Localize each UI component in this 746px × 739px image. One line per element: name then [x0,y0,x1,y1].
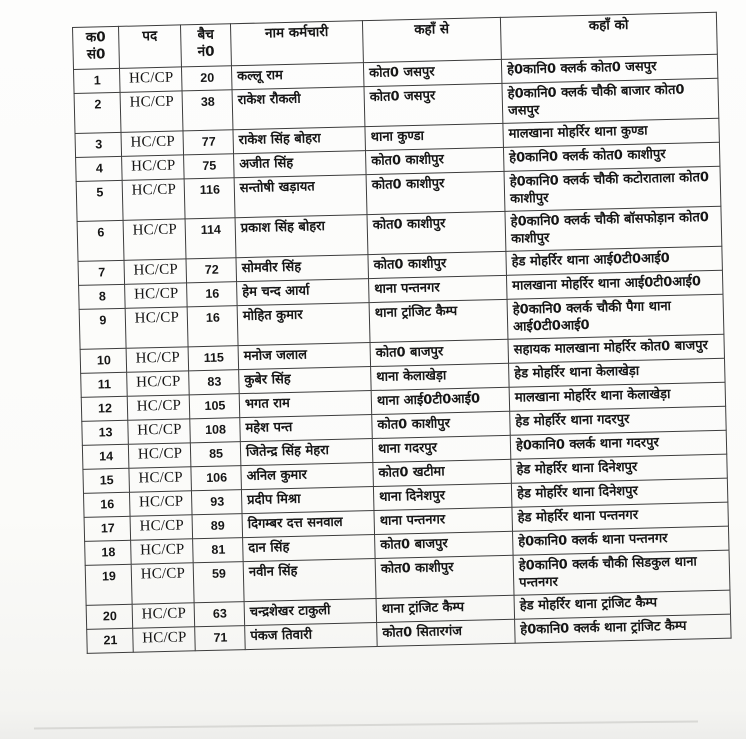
serial-cell: 13 [82,420,129,445]
name-cell: मनोज जलाल [238,343,371,370]
to-cell: मालखाना मोहर्रिर थाना आई0टी0आई0 [506,270,723,299]
post-cell: HC/CP [121,131,184,156]
serial-cell: 10 [80,348,127,373]
header-post: पद [118,25,181,68]
batch-cell: 108 [190,418,241,443]
post-cell: HC/CP [129,467,192,492]
to-cell: हे0कानि0 क्लर्क चौकी पैगा थाना आई0टी0आई0 [507,294,724,339]
post-cell: HC/CP [129,491,192,516]
name-cell: चन्द्रशेखर टाकुली [244,598,377,625]
serial-cell: 20 [86,604,133,629]
header-employee-name: नाम कर्मचारी [230,21,363,66]
serial-cell: 18 [85,540,132,565]
from-cell: कोत0 जसपुर [363,59,502,86]
from-cell: थाना ट्रांजिट कैम्प [376,595,515,622]
serial-cell: 9 [79,308,126,349]
batch-cell: 16 [187,306,238,347]
header-from-where: कहाँ से [362,17,501,62]
from-cell: कोत0 काशीपुर [367,211,506,254]
name-cell: प्रदीप मिश्रा [241,487,374,514]
header-serial-number: क0 सं0 [73,26,120,69]
serial-cell: 14 [82,444,129,469]
name-cell: प्रकाश सिंह बोहरा [235,215,368,258]
batch-cell: 16 [187,282,238,307]
from-cell: थाना कुण्डा [365,123,504,150]
batch-cell: 115 [188,346,239,371]
serial-cell: 12 [81,396,128,421]
post-cell: HC/CP [127,371,190,396]
from-cell: थाना आई0टी0आई0 [371,387,510,414]
post-cell: HC/CP [125,307,188,348]
post-cell: HC/CP [123,219,186,260]
batch-cell: 106 [191,466,242,491]
name-cell: अनिल कुमार [241,463,374,490]
from-cell: थाना केलाखेड़ा [371,363,510,390]
batch-cell: 75 [184,154,235,179]
batch-cell: 116 [184,178,235,219]
batch-cell: 81 [193,538,244,563]
serial-cell: 15 [83,468,130,493]
batch-cell: 72 [186,258,237,283]
batch-cell: 85 [190,442,241,467]
name-cell: मोहित कुमार [237,303,370,346]
serial-cell: 4 [76,156,123,181]
to-cell: हेड मोहर्रिर थाना आई0टी0आई0 [506,246,723,275]
post-cell: HC/CP [127,395,190,420]
table-body [74,54,732,653]
header-to-where: कहाँ को [500,12,717,59]
name-cell: हेम चन्द आर्या [237,279,370,306]
from-cell: थाना पन्तनगर [374,507,513,534]
post-cell: HC/CP [122,179,185,220]
from-cell: कोत0 बाजपुर [370,339,509,366]
post-cell: HC/CP [131,563,194,604]
post-cell: HC/CP [131,539,194,564]
name-cell: पंकज तिवारी [245,622,378,649]
to-cell: हे0कानि0 क्लर्क चौकी कटोराताला कोत0 काशीपुर [504,166,721,211]
post-cell: HC/CP [133,627,196,652]
name-cell: कुबेर सिंह [239,367,372,394]
name-cell: सोमवीर सिंह [236,255,369,282]
name-cell: दान सिंह [243,535,376,562]
page-bottom-rule [34,721,698,730]
name-cell: अजीत सिंह [234,151,367,178]
to-cell: हे0कानि0 क्लर्क थाना गदरपुर [510,430,727,459]
post-cell: HC/CP [125,283,188,308]
serial-cell: 3 [75,132,122,157]
serial-cell: 1 [74,68,121,93]
from-cell: थाना ट्रांजिट कैम्प [369,299,508,342]
serial-cell: 5 [76,180,123,221]
to-cell: सहायक मालखाना मोहर्रिर कोत0 बाजपुर [508,334,725,363]
from-cell: कोत0 सितारगंज [377,619,516,646]
batch-cell: 71 [195,626,246,651]
name-cell: राकेश सिंह बोहरा [233,127,366,154]
to-cell: हे0कानि0 क्लर्क कोत0 जसपुर [501,54,718,83]
name-cell: दिगम्बर दत्त सनवाल [242,511,375,538]
serial-cell: 7 [78,260,125,285]
serial-cell: 19 [85,564,132,605]
to-cell: हे0कानि0 क्लर्क थाना पन्तनगर [513,526,730,555]
name-cell: महेश पन्त [240,415,373,442]
batch-cell: 77 [183,130,234,155]
batch-cell: 59 [193,562,244,603]
to-cell: मालखाना मोहर्रिर थाना केलाखेड़ा [509,382,726,411]
serial-cell: 21 [87,628,134,653]
serial-cell: 2 [74,92,121,133]
from-cell: कोत0 काशीपुर [365,147,504,174]
batch-cell: 93 [191,490,242,515]
from-cell: कोत0 खटीमा [373,459,512,486]
to-cell: हेड मोहर्रिर थाना ट्रांजिट कैम्प [514,590,731,619]
from-cell: कोत0 काशीपुर [375,555,514,598]
from-cell: थाना पन्तनगर [369,275,508,302]
name-cell: भगत राम [239,391,372,418]
to-cell: हेड मोहर्रिर थाना केलाखेड़ा [509,358,726,387]
name-cell: सन्तोषी खड़ायत [234,175,367,218]
serial-cell: 17 [84,516,131,541]
batch-cell: 105 [189,394,240,419]
from-cell: थाना दिनेशपुर [373,483,512,510]
post-cell: HC/CP [120,91,183,132]
post-cell: HC/CP [130,515,193,540]
batch-cell: 89 [192,514,243,539]
name-cell: राकेश रौकली [232,87,365,130]
batch-cell: 63 [194,602,245,627]
to-cell: हेड मोहर्रिर थाना दिनेशपुर [511,478,728,507]
from-cell: थाना गदरपुर [372,435,511,462]
batch-cell: 20 [181,66,232,91]
post-cell: HC/CP [132,603,195,628]
from-cell: कोत0 काशीपुर [368,251,507,278]
to-cell: हे0कानि0 क्लर्क चौकी बॉसफोड़ान कोत0 काशीपुर [505,206,722,251]
to-cell: हे0कानि0 क्लर्क चौकी सिडकुल थाना पन्तनगर [513,550,730,595]
serial-cell: 16 [83,492,130,517]
batch-cell: 83 [189,370,240,395]
name-cell: नवीन सिंह [243,559,376,602]
to-cell: हे0कानि0 क्लर्क कोत0 काशीपुर [503,142,720,171]
batch-cell: 38 [182,90,233,131]
from-cell: कोत0 जसपुर [364,83,503,126]
serial-cell: 8 [79,284,126,309]
to-cell: हे0कानि0 क्लर्क चौकी बाजार कोत0 जसपुर [502,78,719,123]
personnel-transfer-table [72,12,732,654]
to-cell: मालखाना मोहर्रिर थाना कुण्डा [503,118,720,147]
post-cell: HC/CP [128,443,191,468]
post-cell: HC/CP [119,67,182,92]
serial-cell: 11 [81,372,128,397]
from-cell: कोत0 काशीपुर [372,411,511,438]
to-cell: हेड मोहर्रिर थाना दिनेशपुर [511,454,728,483]
batch-cell: 114 [185,218,236,259]
post-cell: HC/CP [126,347,189,372]
post-cell: HC/CP [124,259,187,284]
to-cell: हेड मोहर्रिर थाना पन्तनगर [512,502,729,531]
from-cell: कोत0 काशीपुर [366,171,505,214]
header-batch-number: बैच नं0 [180,24,231,67]
name-cell: कल्लू राम [231,63,364,90]
to-cell: हेड मोहर्रिर थाना गदरपुर [510,406,727,435]
to-cell: हे0कानि0 क्लर्क थाना ट्रांजिट कैम्प [515,614,732,643]
post-cell: HC/CP [122,155,185,180]
name-cell: जितेन्द्र सिंह मेहरा [240,439,373,466]
serial-cell: 6 [77,220,124,261]
post-cell: HC/CP [128,419,191,444]
from-cell: कोत0 बाजपुर [375,531,514,558]
